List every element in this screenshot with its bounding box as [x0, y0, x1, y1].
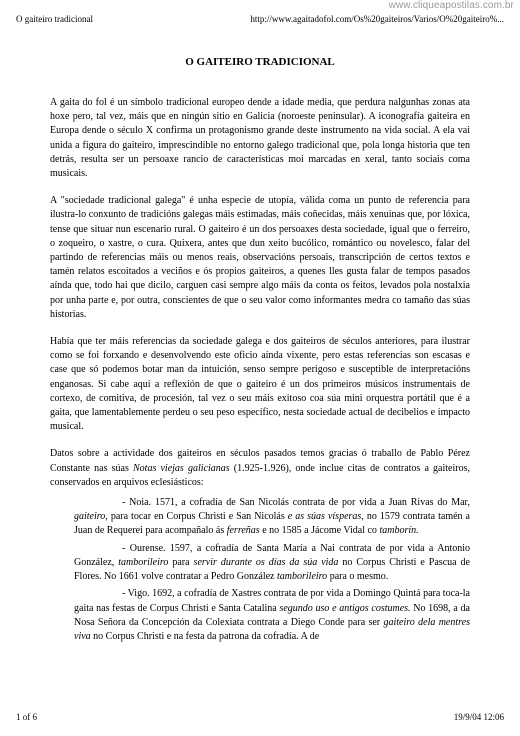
paragraph-2: A "sociedade tradicional galega" é unha especie de utopía, válida coma un punto de referencia para ilustra-lo conxunto de tradicións galegas máis estimadas, máis coñecidas, máis xenuinas que, por lóxica, tense que situar nun escenario rural. O gaiteiro é un dos persoaxes desta sociedade, igual que o ferreiro, o zoqueiro, o xastre, o cura. Quixera, antes que dun xeito bucólico, romántico ou novelesco, falar del partindo de referencias máis ou menos reais, observacións persoais, transcripción de certos textos e tamén relatos escoitados a veciños e ós propios gaiteiros, a quenes lles gusta falar de tempos pasados aínda que, todo hai que dicilo, carguen casi sempre algo máis da conta os feitos, levados pola nostalxia por unha parte e, por outra, conscientes de que o seu valor como informantes medra co tamaño das súas historias. [50, 195, 470, 320]
document-body [50, 96, 470, 647]
watermark: www.cliqueapostilas.com.br [388, 0, 514, 11]
header-url[interactable]: http://www.agaitadofol.com/Os%20gaiteiros/Varios/O%20gaiteiro%... [250, 14, 504, 24]
contract-entry-vigo: - Vigo. 1692, a cofradía de Xastres contrata de por vida a Domingo Quintá para toca-la gaita nas festas de Corpus Christi e Santa Catalina segundo uso e antigos costumes. No 1698, a da Nosa Señora da Concepción da Colexiata contrata a Diego Conde para ser gaiteiro dela mentres viva no Corpus Christi e na festa da patrona da cofradía. A de [74, 588, 470, 642]
paragraph-4: Datos sobre a actividade dos gaiteiros en séculos pasados temos gracias ó traballo de Pablo Pérez Constante nas súas Notas viejas galicianas (1.925-1.926), onde inclue citas de contratos a gaiteiros, conservados en arquivos eclesiásticos: [50, 448, 470, 488]
header-page-title: O gaiteiro tradicional [16, 14, 93, 24]
print-footer [16, 712, 504, 722]
paragraph-3: Había que ter máis referencias da sociedade galega e dos gaiteiros de séculos anteriores, para ilustrar como se foi forxando e desenvolvendo este oficio aínda vixente, pero estas referencias son escasas e case que só podemos botar man da intuición, senso sempre perigoso e susceptible de interpretacións enganosas. Si cabe aquí a reflexión de que o gaiteiro é un dos primeiros músicos instrumentais de cortexo, de comitiva, de procesión, tal vez o seu máis exitoso coa súa mini orquestra portátil que é a gaita, que lamentablemente perdeu o seu peso específico, nesta sociedade actual de decibelios e impacto musical. [50, 336, 470, 433]
page-counter: 1 of 6 [16, 712, 37, 722]
document-title: O GAITEIRO TRADICIONAL [185, 56, 335, 68]
contract-entry-noia: - Noia. 1571, a cofradía de San Nicolás contrata de por vida a Juan Rivas do Mar, gaiteiro, para tocar en Corpus Christi e San Nicolás e as súas vísperas, no 1579 contrata tamén a Juan de Requerei para acompañalo ás ferreñas e no 1585 a Jácome Vidal co tamborín. [74, 497, 470, 537]
paragraph-1: A gaita do fol é un símbolo tradicional europeo dende a idade media, que perdura nalgunhas zonas ata hoxe pero, tal vez, máis que en ningún sitio en Galicia (noroeste peninsular). A iconografía gaiteira en Europa dende o século X confirma un protagonismo grande deste instrumento na vida social. A ela vai unida a figura do gaiteiro, imprescindible no entorno galego tradicional que, pola longa historia que ten detrás, resulta ser un persoaxe rancio de características moi marcadas en xeral, tanto sociais coma musicais. [50, 97, 470, 180]
print-datetime: 19/9/04 12:06 [453, 712, 504, 722]
contract-entry-ourense: - Ourense. 1597, a cofradía de Santa María a Nai contrata de por vida a Antonio González, tamborileiro para servir durante os días da súa vida no Corpus Christi e Pascua de Flores. No 1661 volve contratar a Pedro González tamborileiro para o mesmo. [74, 542, 470, 583]
print-header [16, 14, 504, 24]
